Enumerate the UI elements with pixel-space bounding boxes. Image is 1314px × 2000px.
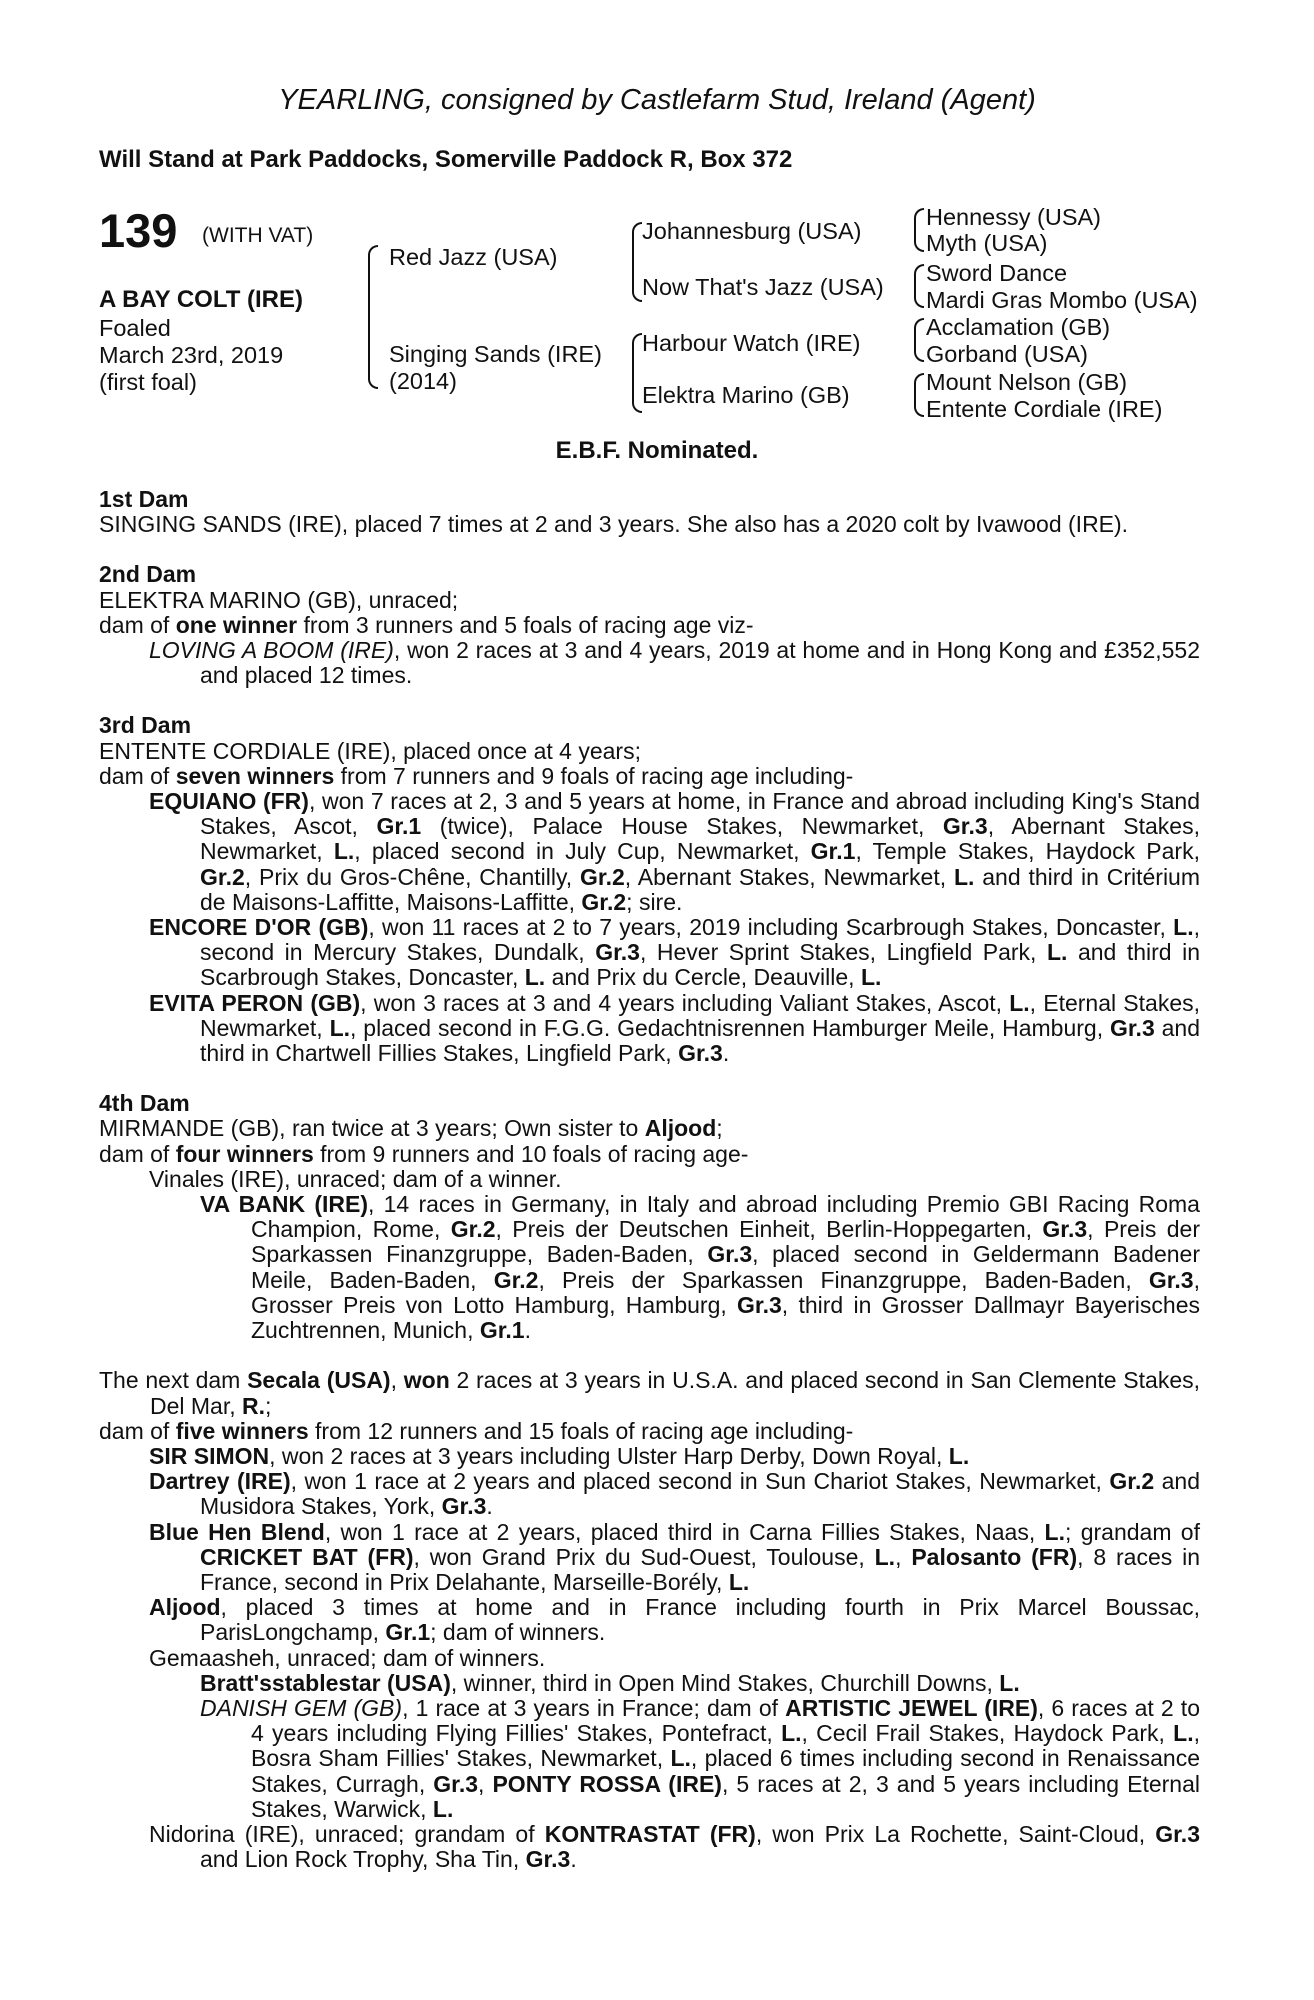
text: , Cecil Frail Stakes, Haydock Park, <box>801 1720 1174 1747</box>
bold-text: L. <box>874 1543 896 1570</box>
pedigree-entry <box>99 1595 1200 1645</box>
bold-text: Gr.1 <box>479 1317 525 1344</box>
text: , Abernant Stakes, Newmarket, <box>200 813 1200 865</box>
bold-text: four winners <box>175 1140 314 1167</box>
pedigree-entry <box>99 1368 1200 1418</box>
bold-text: R. <box>242 1392 266 1419</box>
bold-text: EVITA PERON (GB) <box>149 989 361 1016</box>
bold-text: PONTY ROSSA (IRE) <box>492 1770 722 1797</box>
bracket <box>914 264 924 308</box>
bold-text: won <box>403 1367 450 1394</box>
bold-text: Gr.1 <box>376 813 422 840</box>
section-heading: 4th Dam <box>99 1090 190 1117</box>
text: ; sire. <box>626 888 683 915</box>
text: , won 1 race at 2 years and placed second in Sun Chariot Stakes, Newmarket, <box>290 1468 1110 1495</box>
dam-section <box>99 713 1200 1066</box>
text: , won 7 races at 2, 3 and 5 years at home, in France and abroad including King's Stand Stakes, Ascot, <box>200 788 1200 840</box>
bold-text: L. <box>860 964 882 991</box>
bold-text: Gr.2 <box>580 863 625 890</box>
section-heading: 2nd Dam <box>99 561 197 588</box>
vat-note: (WITH VAT) <box>202 224 314 247</box>
text: , placed second in F.G.G. Gedachtnisrennen Hamburger Meile, Hamburg, <box>350 1014 1110 1041</box>
ancestor: Entente Cordiale (IRE) <box>926 396 1163 422</box>
section-heading: 1st Dam <box>99 486 189 512</box>
ancestor: Acclamation (GB) <box>926 314 1111 340</box>
text: , won 2 races at 3 years including Ulster Harp Derby, Down Royal, <box>269 1442 949 1469</box>
pedigree-entry <box>99 1671 1200 1696</box>
text: . <box>570 1846 577 1873</box>
pedigree-entry <box>99 1116 1200 1141</box>
italic-text: DANISH GEM (GB) <box>200 1694 403 1721</box>
text: dam of <box>99 611 176 638</box>
pedigree-entry <box>99 764 1200 789</box>
text: , <box>478 1770 493 1797</box>
text: ; dam of winners. <box>430 1619 606 1646</box>
text: ; <box>716 1115 723 1142</box>
text: , second in Mercury Stakes, Dundalk, <box>200 914 1200 966</box>
bold-text: L. <box>1173 1720 1194 1747</box>
text: (twice), Palace House Stakes, Newmarket, <box>421 813 943 840</box>
bold-text: Dartrey (IRE) <box>149 1468 291 1495</box>
text: and Lion Rock Trophy, Sha Tin, <box>200 1846 526 1873</box>
bold-text: Gr.3 <box>737 1291 782 1318</box>
text: , won 3 races at 3 and 4 years including Valiant Stakes, Ascot, <box>360 989 1010 1016</box>
dam-section <box>99 487 1200 537</box>
dam-dam: Elektra Marino (GB) <box>642 382 850 408</box>
bold-text: Gr.1 <box>810 838 856 865</box>
pedigree-entry <box>99 739 1200 764</box>
bracket <box>914 373 924 417</box>
text: , placed 3 times at home and in France including fourth in Prix Marcel Boussac, ParisLongchamp, <box>200 1594 1200 1646</box>
bold-text: seven winners <box>175 762 335 789</box>
text: , Hever Sprint Stakes, Lingfield Park, <box>639 939 1047 966</box>
bold-text: Blue Hen Blend <box>149 1518 325 1545</box>
dam: Singing Sands (IRE) <box>389 341 602 367</box>
pedigree-entry <box>99 1646 1200 1671</box>
text: ; <box>265 1392 272 1419</box>
pedigree-entry <box>99 1444 1200 1469</box>
bold-text: L. <box>953 863 975 890</box>
text: 2 races at 3 years in U.S.A. and placed second in San Clemente Stakes, Del Mar, <box>150 1367 1201 1419</box>
pedigree-entry <box>99 1520 1200 1596</box>
pedigree-entry <box>99 1696 1200 1822</box>
bold-text: ENCORE D'OR (GB) <box>149 914 369 941</box>
text: and third in Critérium de Maisons-Laffitte, Maisons-Laffitte, <box>200 863 1201 915</box>
bold-text: Gr.3 <box>1155 1820 1200 1847</box>
text: , Preis der Deutschen Einheit, Berlin-Hoppegarten, <box>495 1216 1043 1243</box>
sire-dam: Now That's Jazz (USA) <box>642 274 884 300</box>
pedigree-entry <box>99 512 1200 537</box>
pedigree-entry <box>99 789 1200 915</box>
text: , 8 races in France, second in Prix Delahante, Marseille-Borély, <box>200 1543 1201 1595</box>
text: , Grosser Preis von Lotto Hamburg, Hamburg, <box>251 1266 1200 1318</box>
text: , won 2 races at 3 and 4 years, 2019 at home and in Hong Kong and £352,552 and placed 12 times. <box>200 637 1201 689</box>
ancestor: Myth (USA) <box>926 230 1048 256</box>
pedigree-entry <box>99 1419 1200 1444</box>
text: and Prix du Cercle, Deauville, <box>545 964 861 991</box>
section-heading: 3rd Dam <box>99 712 192 739</box>
dam-section <box>99 562 1200 688</box>
italic-text: LOVING A BOOM (IRE) <box>149 637 394 664</box>
text: ENTENTE CORDIALE (IRE), placed once at 4 years; <box>99 737 641 764</box>
foaled-label: Foaled <box>99 315 171 341</box>
text: , 6 races at 2 to 4 years including Flying Fillies' Stakes, Pontefract, <box>251 1694 1200 1747</box>
bold-text: SIR SIMON <box>149 1442 270 1469</box>
bold-text: L. <box>524 964 546 991</box>
pedigree-entry <box>99 1192 1200 1343</box>
bold-text: L. <box>781 1720 802 1747</box>
pedigree-entry <box>99 1167 1200 1192</box>
text: , Bosra Sham Fillies' Stakes, Newmarket, <box>251 1720 1200 1772</box>
bold-text: Gr.2 <box>1109 1468 1155 1495</box>
text: , <box>895 1543 912 1570</box>
bold-text: L. <box>670 1745 691 1772</box>
text: , won Grand Prix du Sud-Ouest, Toulouse, <box>413 1543 875 1570</box>
bold-text: Gr.2 <box>450 1216 496 1243</box>
bold-text: L. <box>432 1795 454 1822</box>
text: ELEKTRA MARINO (GB), unraced; <box>99 586 459 613</box>
bold-text: L. <box>948 1442 970 1469</box>
text: and third in Chartwell Fillies Stakes, Lingfield Park, <box>200 1014 1201 1067</box>
text: , third in Grosser Dallmayr Bayerisches Zuchtrennen, Munich, <box>251 1291 1200 1344</box>
text: . <box>486 1493 493 1520</box>
text: from 3 runners and 5 foals of racing age viz- <box>297 611 754 638</box>
text: from 9 runners and 10 foals of racing age- <box>313 1140 749 1167</box>
pedigree-entry <box>99 915 1200 991</box>
stand-location: Will Stand at Park Paddocks, Somerville Paddock R, Box 372 <box>99 146 793 173</box>
horse-name: A BAY COLT (IRE) <box>99 286 304 313</box>
text: ; grandam of <box>1065 1518 1200 1545</box>
bold-text: L. <box>1173 914 1194 941</box>
bold-text: Palosanto (FR) <box>911 1543 1078 1570</box>
dam-section <box>99 1368 1200 1872</box>
pedigree-entry <box>99 613 1200 638</box>
bold-text: Secala (USA) <box>247 1367 391 1394</box>
bold-text: Bratt'sstablestar (USA) <box>200 1669 451 1696</box>
bold-text: five winners <box>175 1417 309 1444</box>
bracket <box>632 333 642 413</box>
bold-text: VA BANK (IRE) <box>200 1191 368 1218</box>
sire: Red Jazz (USA) <box>389 244 558 270</box>
text: , Abernant Stakes, Newmarket, <box>624 863 954 890</box>
bold-text: Gr.1 <box>385 1619 431 1646</box>
foaled-date: March 23rd, 2019 <box>99 342 284 368</box>
text: Vinales (IRE), unraced; dam of a winner. <box>149 1165 562 1192</box>
text: , placed second in Geldermann Badener Meile, Baden-Baden, <box>251 1241 1200 1293</box>
page-title: YEARLING, consigned by Castlefarm Stud, Ireland (Agent) <box>278 84 1036 116</box>
bold-text: Gr.3 <box>525 1846 571 1873</box>
pedigree-entry <box>99 991 1200 1067</box>
text: from 7 runners and 9 foals of racing age including- <box>334 762 854 789</box>
dam-section <box>99 1091 1200 1343</box>
text: , placed 6 times including second in Renaissance Stakes, Curragh, <box>251 1745 1200 1797</box>
bold-text: KONTRASTAT (FR) <box>544 1820 756 1847</box>
sire-sire: Johannesburg (USA) <box>642 218 862 244</box>
text: , 5 races at 2, 3 and 5 years including Eternal Stakes, Warwick, <box>251 1770 1200 1822</box>
bold-text: EQUIANO (FR) <box>149 788 309 815</box>
foal-note: (first foal) <box>99 369 197 395</box>
bold-text: ARTISTIC JEWEL (IRE) <box>785 1694 1038 1721</box>
pedigree-entry <box>99 638 1200 688</box>
bold-text: L. <box>728 1568 750 1595</box>
pedigree-entry <box>99 588 1200 613</box>
bold-text: Gr.3 <box>1109 1014 1155 1041</box>
bold-text: Gr.3 <box>441 1493 487 1520</box>
text: , won 1 race at 2 years, placed third in Carna Fillies Stakes, Naas, <box>324 1518 1045 1545</box>
bold-text: Gr.2 <box>493 1266 539 1293</box>
text: SINGING SANDS (IRE), placed 7 times at 2 and 3 years. She also has a 2020 colt by Ivawood (IRE). <box>99 511 1129 538</box>
text: Nidorina (IRE), unraced; grandam of <box>149 1820 545 1847</box>
bold-text: Aljood <box>149 1594 221 1621</box>
ancestor: Sword Dance <box>926 260 1068 286</box>
text: , 14 races in Germany, in Italy and abroad including Premio GBI Racing Roma Champion, Rome, <box>251 1191 1200 1243</box>
text: dam of <box>99 1140 176 1167</box>
bold-text: Aljood <box>644 1115 717 1142</box>
ancestor: Mardi Gras Mombo (USA) <box>926 287 1198 313</box>
pedigree-entry <box>99 1142 1200 1167</box>
bracket <box>632 222 642 302</box>
bold-text: Gr.3 <box>678 1040 723 1067</box>
bracket <box>914 208 924 252</box>
bold-text: Gr.2 <box>581 888 627 915</box>
bold-text: L. <box>1046 939 1068 966</box>
bold-text: Gr.3 <box>1042 1216 1088 1243</box>
bracket <box>914 318 924 362</box>
text: The next dam <box>99 1367 248 1394</box>
text: , 1 race at 3 years in France; dam of <box>402 1694 786 1721</box>
lot-number: 139 <box>99 204 178 257</box>
text: , Temple Stakes, Haydock Park, <box>855 838 1200 865</box>
text: Gemaasheh, unraced; dam of winners. <box>149 1644 546 1671</box>
bold-text: Gr.3 <box>942 813 988 840</box>
text: , won Prix La Rochette, Saint-Cloud, <box>755 1820 1156 1847</box>
text: , Prix du Gros-Chêne, Chantilly, <box>244 863 581 890</box>
text: , Eternal Stakes, Newmarket, <box>200 989 1200 1041</box>
bold-text: Gr.3 <box>707 1241 753 1268</box>
text: , <box>390 1367 404 1394</box>
bold-text: one winner <box>175 611 298 638</box>
text: , won 11 races at 2 to 7 years, 2019 including Scarbrough Stakes, Doncaster, <box>368 914 1174 941</box>
bold-text: Gr.3 <box>1148 1266 1194 1293</box>
bold-text: Gr.3 <box>595 939 640 966</box>
text: . <box>524 1317 531 1344</box>
bold-text: L. <box>329 1014 351 1041</box>
ancestor: Hennessy (USA) <box>926 204 1101 230</box>
pedigree-entry <box>99 1822 1200 1872</box>
text: , Preis der Sparkassen Finanzgruppe, Baden-Baden, <box>538 1266 1149 1293</box>
text: dam of <box>99 762 176 789</box>
text: MIRMANDE (GB), ran twice at 3 years; Own sister to <box>99 1115 645 1142</box>
bold-text: L. <box>1009 989 1030 1016</box>
dam-year: (2014) <box>389 368 457 394</box>
text: , winner, third in Open Mind Stakes, Churchill Downs, <box>450 1669 1000 1696</box>
text: dam of <box>99 1417 176 1444</box>
text: and third in Scarbrough Stakes, Doncaster, <box>200 939 1200 991</box>
bold-text: L. <box>333 838 355 865</box>
pedigree-entry <box>99 1469 1200 1519</box>
text: . <box>722 1040 730 1067</box>
ancestor: Gorband (USA) <box>926 341 1088 367</box>
bold-text: L. <box>1044 1518 1065 1545</box>
text: from 12 runners and 15 foals of racing age including- <box>308 1417 854 1444</box>
bold-text: Gr.3 <box>433 1770 479 1797</box>
dam-sire: Harbour Watch (IRE) <box>642 330 861 356</box>
text: and Musidora Stakes, York, <box>200 1468 1200 1520</box>
bold-text: L. <box>999 1669 1020 1696</box>
ebf-nominated: E.B.F. Nominated. <box>555 437 759 464</box>
ancestor: Mount Nelson (GB) <box>926 369 1128 395</box>
text: , placed second in July Cup, Newmarket, <box>354 838 811 865</box>
produce-record <box>99 487 1200 1872</box>
bold-text: Gr.2 <box>200 863 245 890</box>
bracket <box>368 245 378 389</box>
bold-text: CRICKET BAT (FR) <box>200 1543 414 1570</box>
text: , Preis der Sparkassen Finanzgruppe, Baden-Baden, <box>251 1216 1200 1268</box>
